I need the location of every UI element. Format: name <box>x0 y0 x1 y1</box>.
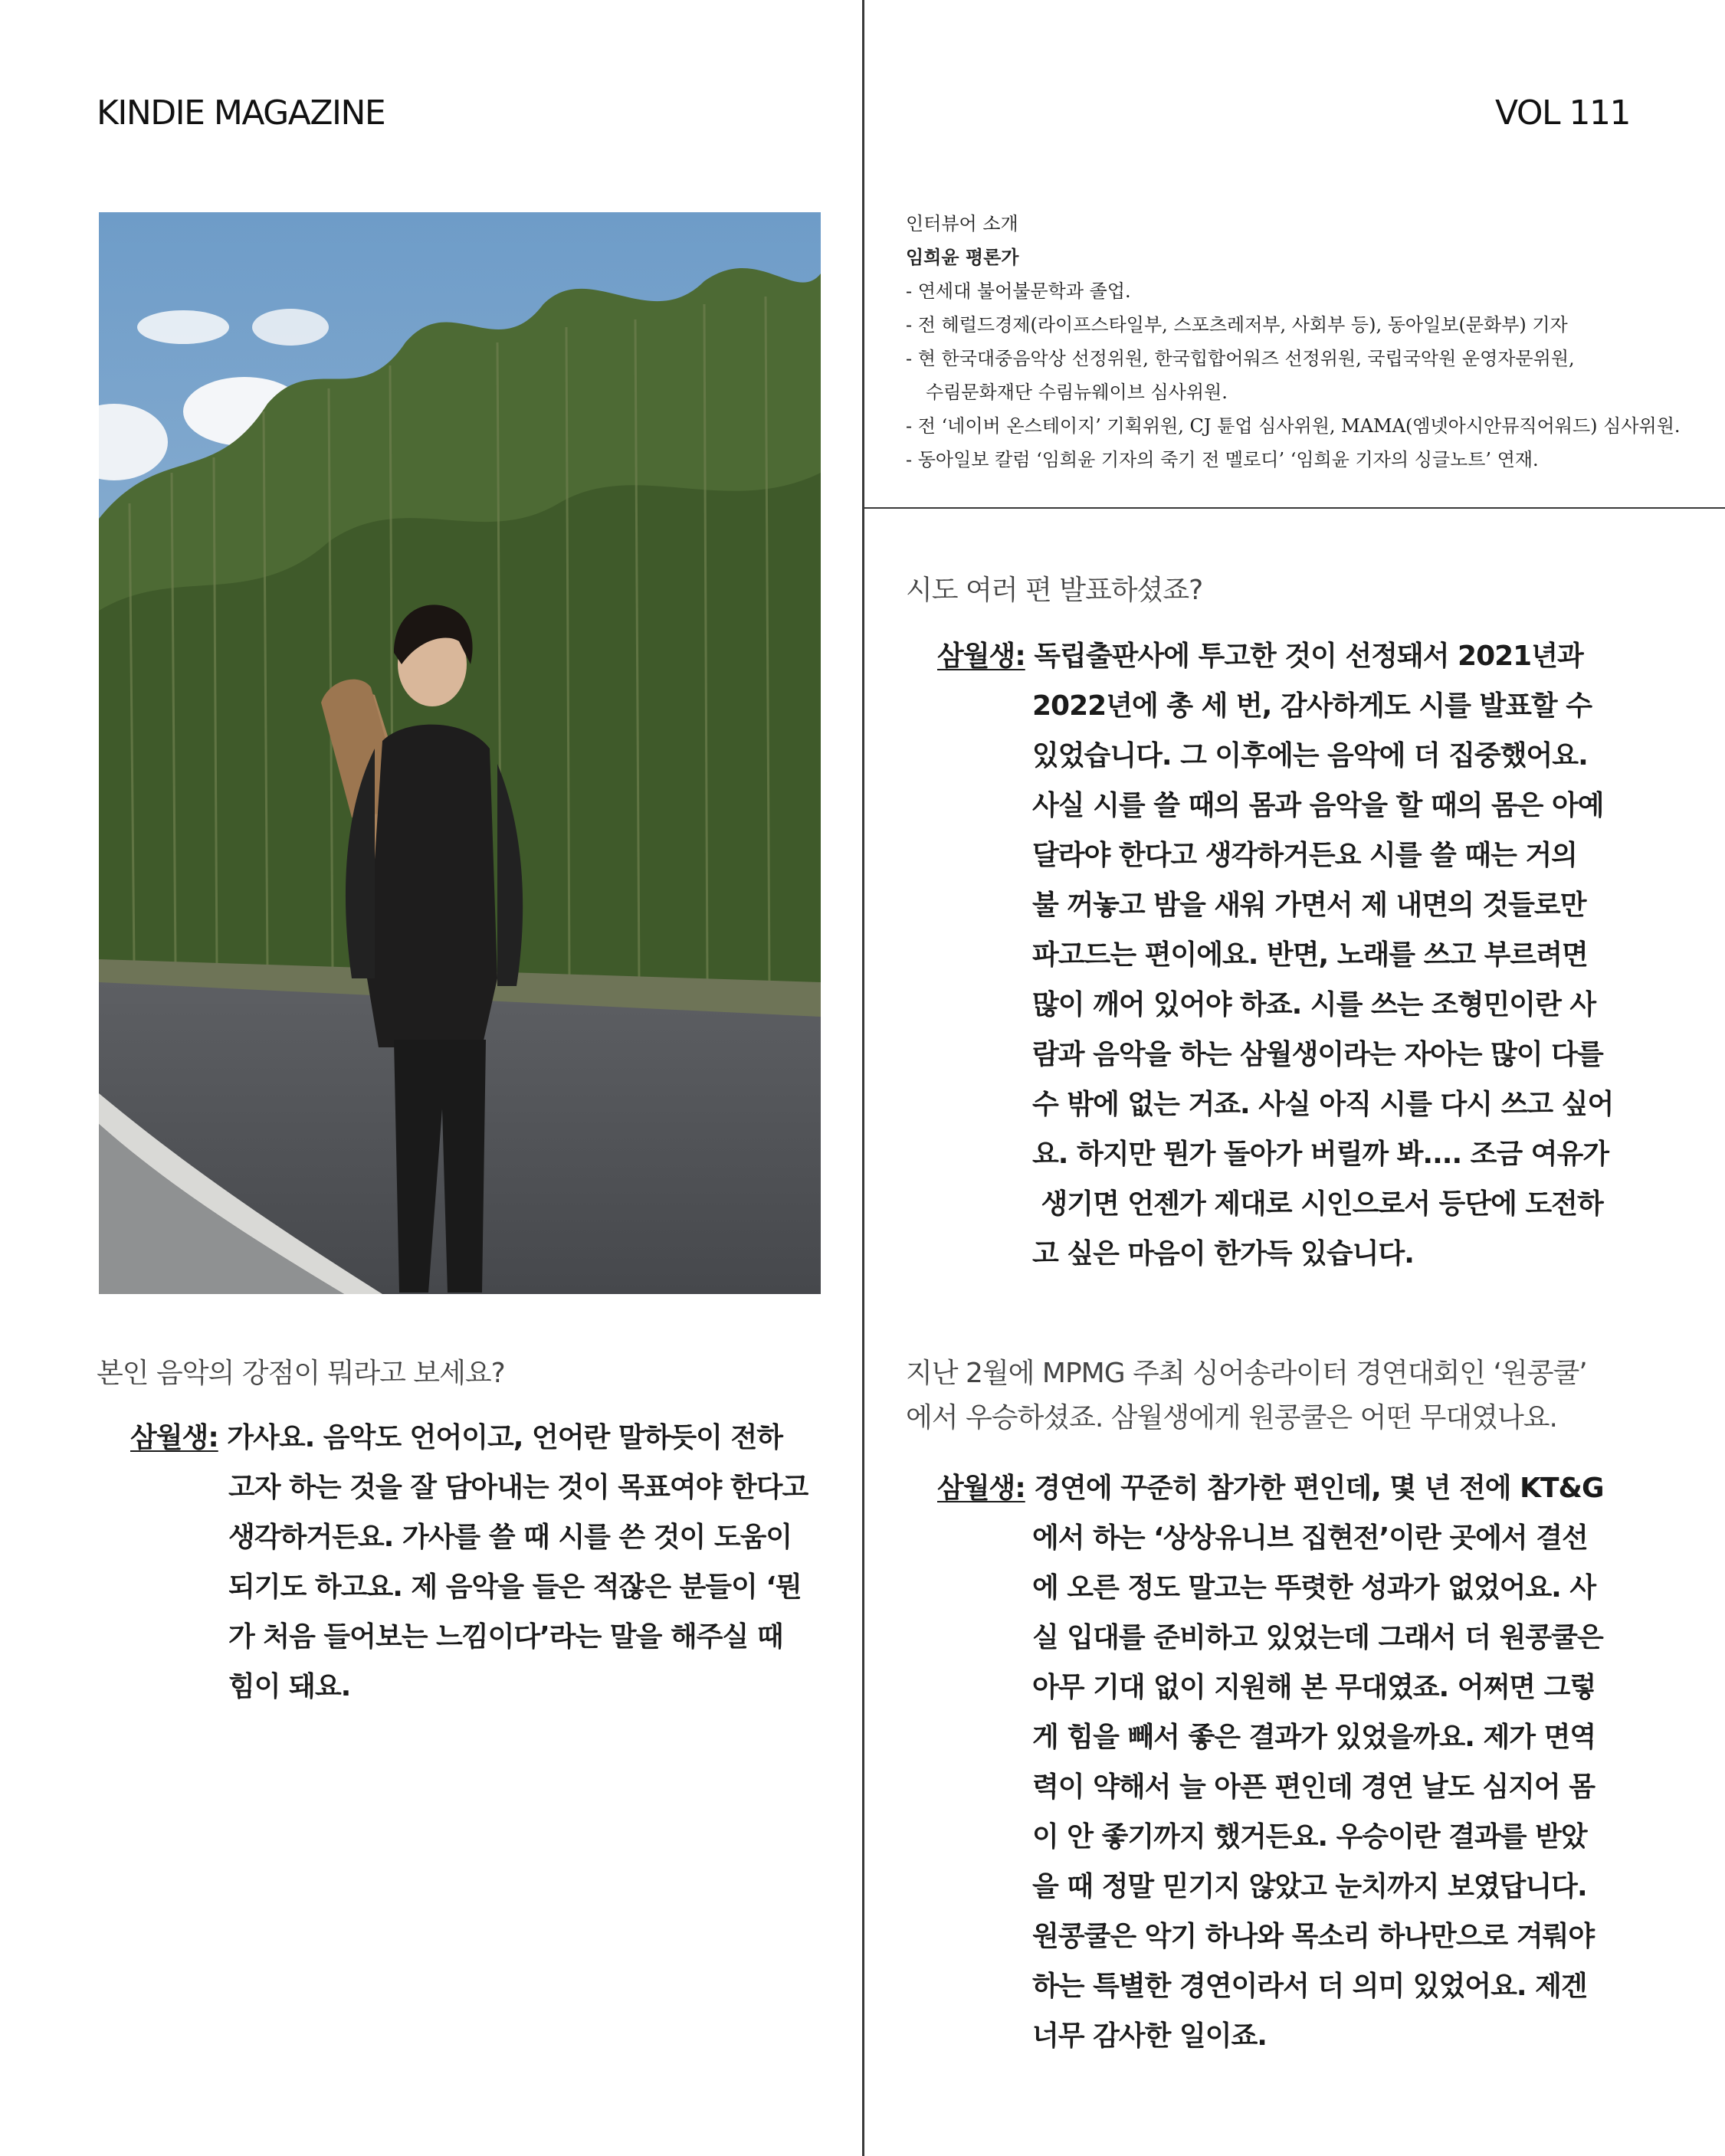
answer-line: 경연에 꾸준히 참가한 편인데, 몇 년 전에 KT&G <box>1025 1473 1604 1504</box>
answer-line: 을 때 정말 믿기지 않았고 눈치까지 보였답니다. <box>1032 1871 1587 1902</box>
center-divider <box>862 0 864 2156</box>
answer-line: 수 밖에 없는 거죠. 사실 아직 시를 다시 쓰고 싶어 <box>1032 1089 1614 1120</box>
answer-line: 가사요. 음악도 언어이고, 언어란 말하듯이 전하 <box>218 1422 783 1453</box>
answer-line: 불 꺼놓고 밤을 새워 가면서 제 내면의 것들로만 <box>1032 890 1586 921</box>
speaker-label: 삼월생: <box>937 641 1025 672</box>
answer-line: 게 힘을 빼서 좋은 결과가 있었을까요. 제가 면역 <box>1032 1722 1596 1753</box>
answer-line: 에서 하는 ‘상상유니브 집현전’이란 곳에서 결선 <box>1032 1522 1588 1554</box>
question-poetry: 시도 여러 편 발표하셨죠? <box>906 575 1203 606</box>
magazine-title: KINDIE MAGAZINE <box>97 93 385 133</box>
interviewer-intro <box>906 207 1703 477</box>
answer-line: 에 오른 정도 말고는 뚜렷한 성과가 없었어요. 사 <box>1032 1572 1596 1604</box>
intro-divider <box>862 507 1725 509</box>
answer-line: 고 싶은 마음이 한가득 있습니다. <box>1032 1238 1414 1270</box>
answer-line: 가 처음 들어보는 느낌이다’라는 말을 해주실 때 <box>228 1621 783 1653</box>
answer-line: 요. 하지만 뭔가 돌아가 버릴까 봐.... 조금 여유가 <box>1032 1139 1609 1170</box>
answer-line: 원콩쿨은 악기 하나와 목소리 하나만으로 겨뤄야 <box>1032 1921 1595 1952</box>
answer-line: 2022년에 총 세 번, 감사하게도 시를 발표할 수 <box>1032 690 1592 722</box>
answer-line: 파고드는 편이에요. 반면, 노래를 쓰고 부르려면 <box>1032 939 1588 971</box>
intro-heading: 인터뷰어 소개 <box>906 213 1018 234</box>
answer-competition <box>937 1463 1604 2061</box>
answer-line: 생각하거든요. 가사를 쓸 때 시를 쓴 것이 도움이 <box>228 1522 792 1553</box>
question-line: 에서 우승하셨죠. 삼월생에게 원콩쿨은 어떤 무대였나요. <box>906 1402 1557 1434</box>
answer-line: 실 입대를 준비하고 있었는데 그래서 더 원콩쿨은 <box>1032 1622 1603 1653</box>
answer-line: 이 안 좋기까지 했거든요. 우승이란 결과를 받았 <box>1032 1821 1587 1853</box>
interviewer-name: 임희윤 평론가 <box>906 246 1019 268</box>
answer-line: 힘이 돼요. <box>228 1671 351 1702</box>
volume-number: VOL 111 <box>1495 93 1630 133</box>
answer-line: 람과 음악을 하는 삼월생이라는 자아는 많이 다를 <box>1032 1039 1603 1070</box>
speaker-label: 삼월생: <box>937 1473 1025 1504</box>
answer-line: 아무 기대 없이 지원해 본 무대였죠. 어쩌면 그렇 <box>1032 1672 1596 1703</box>
intro-line: - 현 한국대중음악상 선정위원, 한국힙합어워즈 선정위원, 국립국악원 운영자문위원, <box>906 348 1575 369</box>
artist-photo <box>99 212 821 1294</box>
question-competition <box>906 1352 1587 1440</box>
answer-poetry <box>937 631 1613 1279</box>
question-strength: 본인 음악의 강점이 뭐라고 보세요? <box>97 1358 505 1389</box>
answer-strength <box>130 1413 808 1712</box>
answer-line: 많이 깨어 있어야 하죠. 시를 쓰는 조형민이란 사 <box>1032 989 1596 1021</box>
intro-line: - 연세대 불어불문학과 졸업. <box>906 280 1131 302</box>
answer-line: 생기면 언젠가 제대로 시인으로서 등단에 도전하 <box>1032 1188 1603 1220</box>
intro-line: - 전 ‘네이버 온스테이지’ 기획위원, CJ 튠업 심사위원, MAMA(엠넷아시안뮤직어워드) 심사위원. <box>906 415 1681 437</box>
answer-line: 력이 약해서 늘 아픈 편인데 경연 날도 심지어 몸 <box>1032 1771 1595 1803</box>
answer-line: 너무 감사한 일이죠. <box>1032 2020 1267 2052</box>
answer-line: 고자 하는 것을 잘 담아내는 것이 목표여야 한다고 <box>228 1472 808 1503</box>
answer-line: 달라야 한다고 생각하거든요 시를 쓸 때는 거의 <box>1032 840 1577 871</box>
question-line: 지난 2월에 MPMG 주최 싱어송라이터 경연대회인 ‘원콩쿨’ <box>906 1358 1587 1389</box>
answer-line: 독립출판사에 투고한 것이 선정돼서 2021년과 <box>1025 641 1583 672</box>
answer-line: 하는 특별한 경연이라서 더 의미 있었어요. 제겐 <box>1032 1971 1587 2002</box>
answer-line: 되기도 하고요. 제 음악을 들은 적잖은 분들이 ‘뭔 <box>228 1571 802 1603</box>
intro-line: - 전 헤럴드경제(라이프스타일부, 스포츠레저부, 사회부 등), 동아일보(문화부) 기자 <box>906 314 1568 336</box>
intro-line: - 동아일보 칼럼 ‘임희윤 기자의 죽기 전 멜로디’ ‘임희윤 기자의 싱글노트’ 연재. <box>906 449 1539 470</box>
intro-line: 수림문화재단 수림뉴웨이브 심사위원. <box>926 382 1228 403</box>
speaker-label: 삼월생: <box>130 1422 218 1453</box>
answer-line: 있었습니다. 그 이후에는 음악에 더 집중했어요. <box>1032 740 1588 772</box>
answer-line: 사실 시를 쓸 때의 몸과 음악을 할 때의 몸은 아예 <box>1032 790 1604 821</box>
